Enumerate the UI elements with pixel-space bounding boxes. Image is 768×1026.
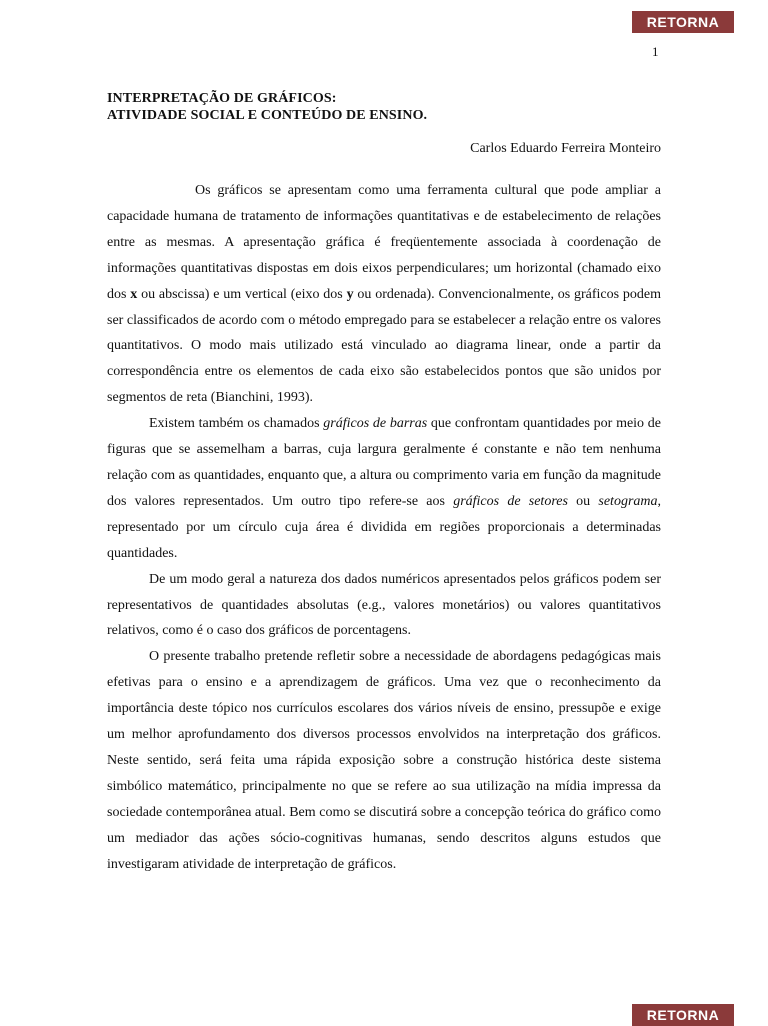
term-bar-charts: gráficos de barras xyxy=(323,416,428,432)
return-button-bottom[interactable]: RETORNA xyxy=(632,1004,734,1026)
paragraph-2-text-d: , representado por um círculo cuja área é dividida em regiões proporcionais a determinadas quantidades. xyxy=(107,493,662,561)
y-axis-symbol: y xyxy=(346,286,354,302)
x-axis-symbol: x xyxy=(130,286,138,302)
paragraph-4: O presente trabalho pretende refletir sobre a necessidade de abordagens pedagógicas mais efetivas para o ensino e a aprendizagem de gráficos. Uma vez que o reconhecimento da importância deste tópico nos currículos escolares dos vários níveis de ensino, pressupõe e exige um melhor aprofundamento dos diversos processos envolvidos na interpretação dos gráficos. Neste sentido, será feita uma rápida exposição sobre a construção histórica deste sistema simbólico matemático, principalmente no que se refere ao sua utilização na mídia impressa da sociedade contemporânea atual. Bem como se discutirá sobre a concepção teórica do gráfico como um mediador das ações sócio-cognitivas humanas, sendo descritos alguns estudos que investigaram atividade de interpretação de gráficos. xyxy=(107,649,661,872)
paragraph-2 xyxy=(107,411,661,566)
page-number: 1 xyxy=(652,44,659,59)
body-text xyxy=(107,178,661,877)
term-pie-charts: gráficos de setores xyxy=(453,493,568,509)
title-line-2: ATIVIDADE SOCIAL E CONTEÚDO DE ENSINO. xyxy=(107,108,428,123)
paragraph-2-text-b: que confrontam quantidades por meio de figuras que se assemelham a barras, cuja largura geralmente é constante e não tem nenhuma relação com as quantidades, enquanto que, a altura ou comprimento varia em função da magnitude dos valores representados. Um outro tipo refere-se aos xyxy=(107,416,661,509)
document-title xyxy=(107,90,427,124)
paragraph-1-text-b: ou abscissa) e um vertical (eixo dos xyxy=(137,286,347,302)
return-button-top[interactable]: RETORNA xyxy=(632,11,734,33)
author-name: Carlos Eduardo Ferreira Monteiro xyxy=(470,141,661,156)
paragraph-1-text-a: Os gráficos se apresentam como uma ferramenta cultural que pode ampliar a capacidade humana de tratamento de informações quantitativas e de estabelecimento de relações entre as mesmas. A apresentação gráfica é freqüentemente associada à coordenação de informações quantitativas dispostas em dois eixos perpendiculares; um horizontal (chamado eixo dos xyxy=(107,183,661,302)
paragraph-2-text-c: ou xyxy=(567,493,599,509)
paragraph-3: De um modo geral a natureza dos dados numéricos apresentados pelos gráficos podem ser representativos de quantidades absolutas (e.g., valores monetários) ou valores quantitativos relativos, como é o caso dos gráficos de porcentagens. xyxy=(107,571,661,639)
term-setograma: setograma xyxy=(598,493,658,509)
title-line-1: INTERPRETAÇÃO DE GRÁFICOS: xyxy=(107,91,337,106)
paragraph-1-text-c: ou ordenada). Convencionalmente, os gráficos podem ser classificados de acordo com o método empregado para se estabelecer a relação entre os valores quantitativos. O modo mais utilizado está vinculado ao diagrama linear, onde a partir da correspondência entre os elementos de cada eixo são estabelecidos pontos que são unidos por segmentos de reta (Bianchini, 1993). xyxy=(107,286,662,406)
paragraph-2-text-a: Existem também os chamados xyxy=(149,416,324,432)
paragraph-1 xyxy=(107,178,661,411)
